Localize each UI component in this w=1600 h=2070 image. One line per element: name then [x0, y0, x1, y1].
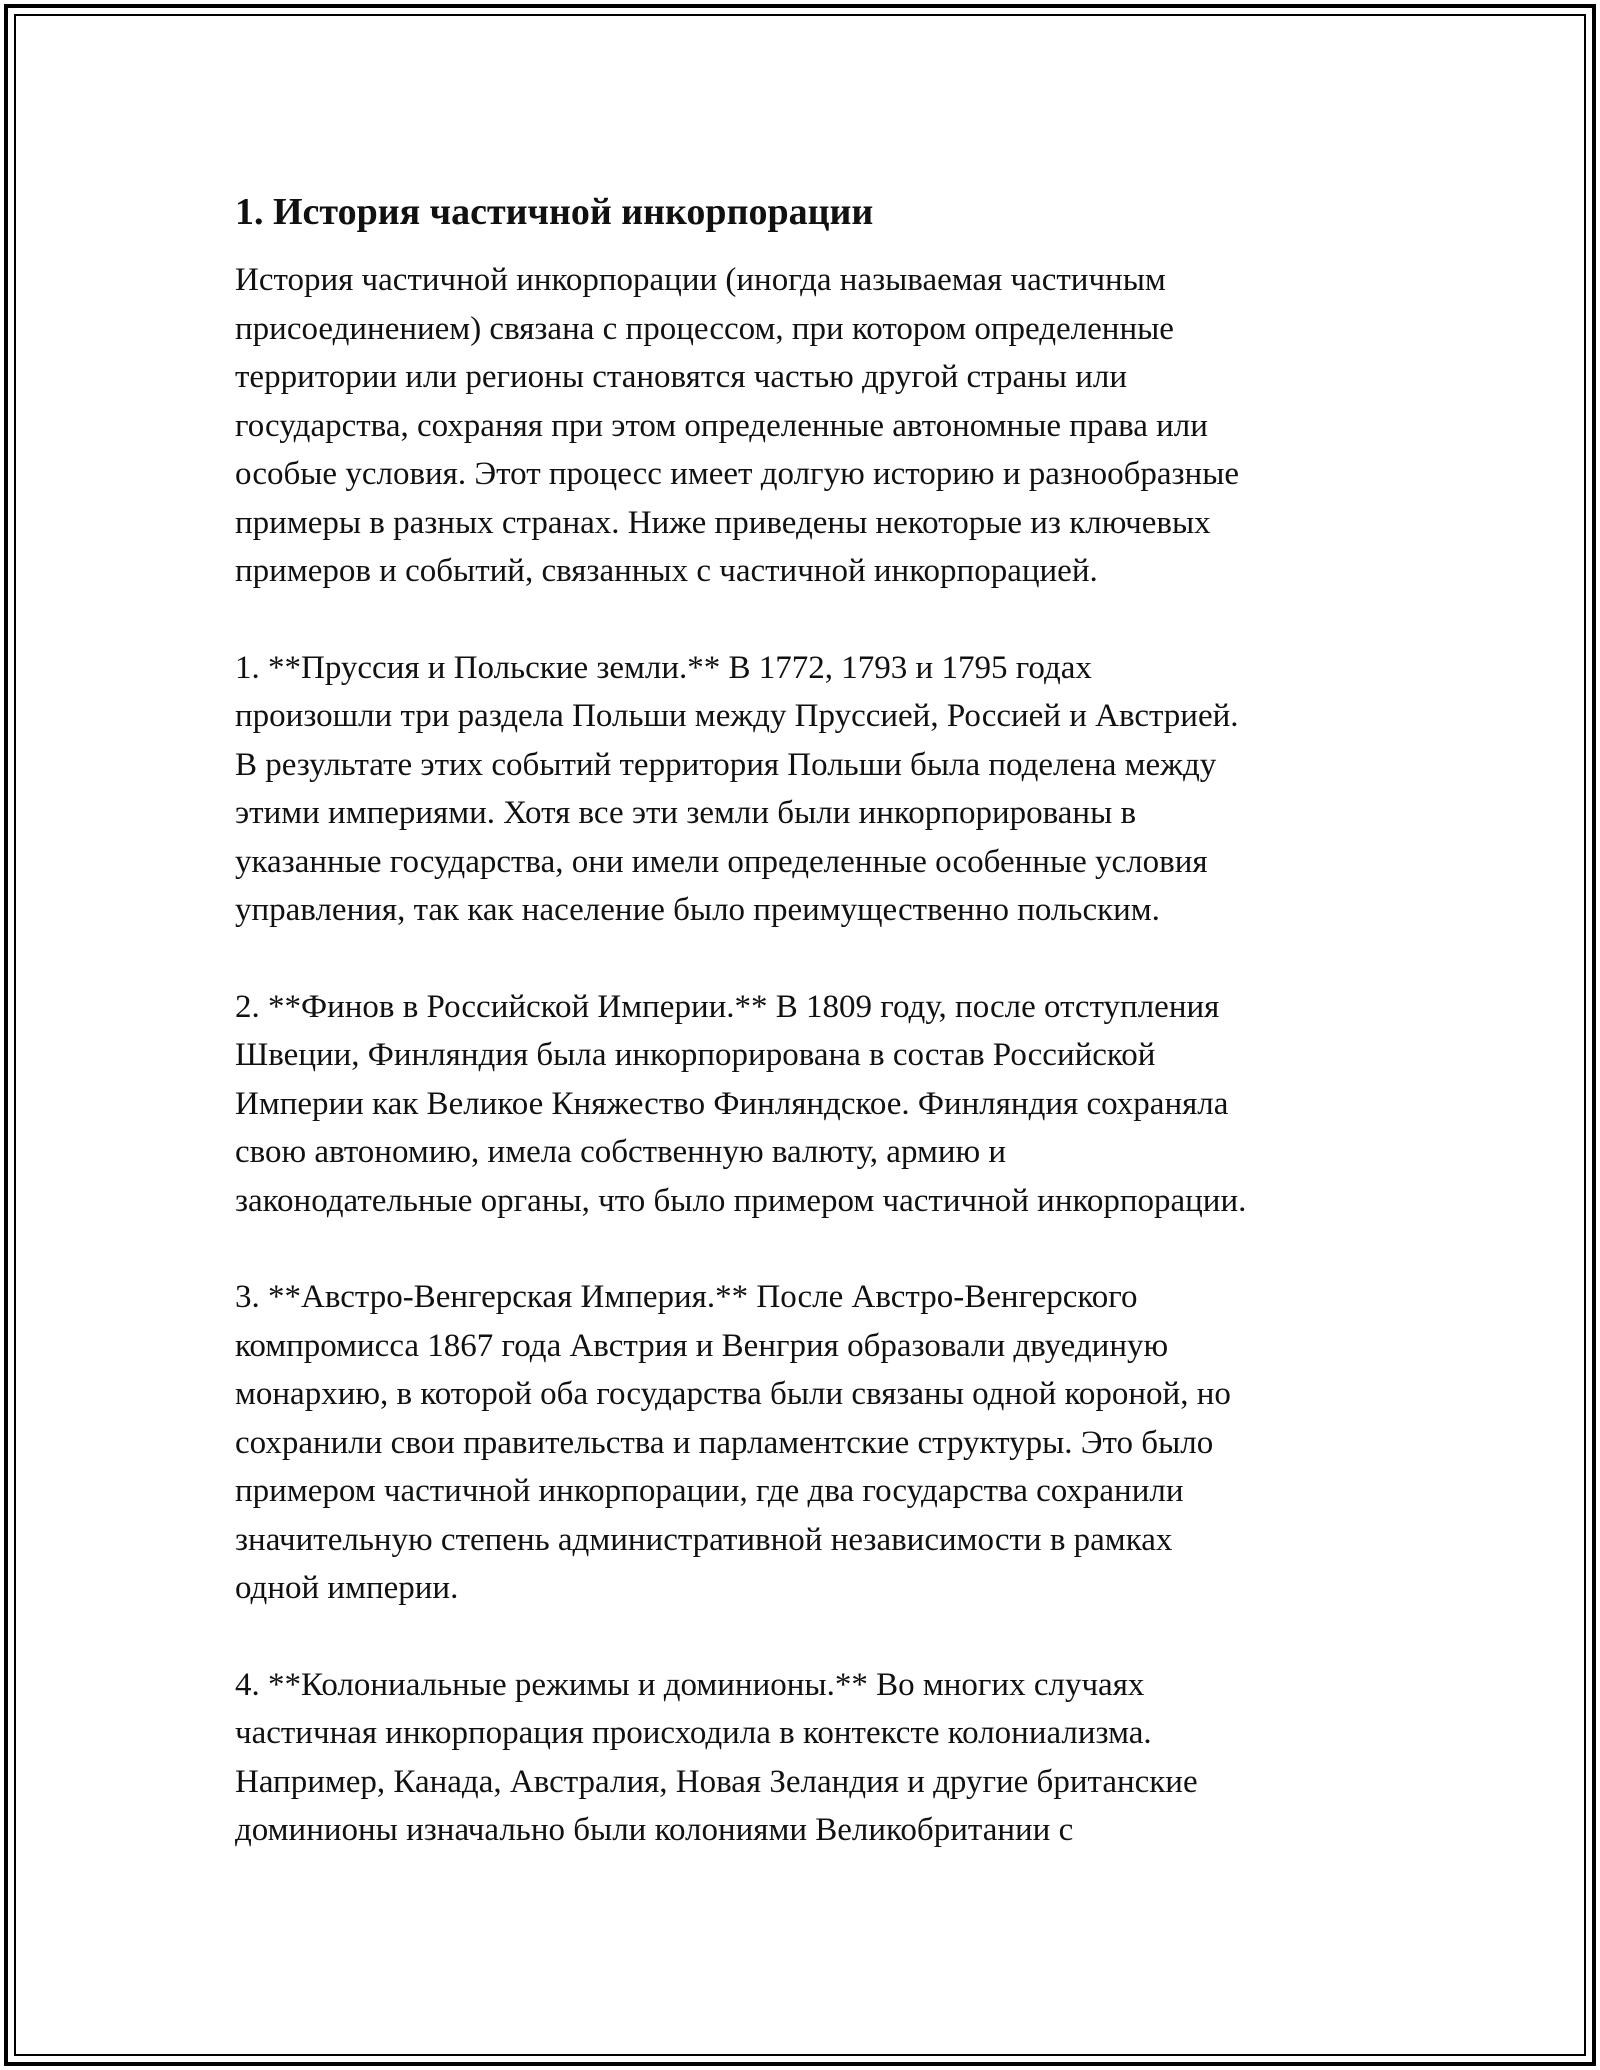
text-line: этими империями. Хотя все эти земли были инкорпорированы в [235, 795, 1137, 831]
text-line: примеров и событий, связанных с частичной инкорпорацией. [235, 553, 1098, 589]
document-body [235, 186, 1415, 1903]
paragraph-prussia [235, 644, 1415, 935]
text-line: указанные государства, они имели определенные особенные условия [235, 843, 1208, 880]
text-line: монархию, в которой оба государства были связаны одной короной, но [235, 1376, 1231, 1412]
paragraph-finland [235, 983, 1415, 1226]
paragraph-austria-hungary [235, 1273, 1415, 1613]
text-line: Швеции, Финляндия была инкорпорирована в состав Российской [235, 1037, 1156, 1073]
text-line: В результате этих событий территория Польши была поделена между [235, 746, 1217, 783]
text-line: государства, сохраняя при этом определенные автономные права или [235, 407, 1208, 444]
text-line: 4. **Колониальные режимы и доминионы.** Во многих случаях [235, 1666, 1145, 1703]
text-line: Империи как Великое Княжество Финляндское. Финляндия сохраняла [235, 1085, 1229, 1122]
text-line: законодательные органы, что было примером частичной инкорпорации. [235, 1182, 1247, 1219]
text-line: сохранили свои правительства и парламентские структуры. Это было [235, 1424, 1214, 1461]
text-line: доминионы изначально были колониями Великобритании с [235, 1812, 1074, 1848]
paragraph-intro [235, 256, 1415, 596]
text-line: присоединением) связана с процессом, при котором определенные [235, 310, 1174, 347]
text-line: Например, Канада, Австралия, Новая Зеландия и другие британские [235, 1763, 1198, 1800]
text-line: 3. **Австро-Венгерская Империя.** После Австро-Венгерского [235, 1279, 1138, 1315]
text-line: примеры в разных странах. Ниже приведены некоторые из ключевых [235, 504, 1211, 541]
text-line: территории или регионы становятся частью другой страны или [235, 359, 1127, 395]
text-line: значительную степень административной независимости в рамках [235, 1521, 1173, 1558]
text-line: свою автономию, имела собственную валюту, армию и [235, 1134, 1007, 1170]
text-line: частичная инкорпорация происходила в контексте колониализма. [235, 1715, 1152, 1751]
text-line: произошли три раздела Польши между Пруссией, Россией и Австрией. [235, 698, 1239, 734]
text-line: особые условия. Этот процесс имеет долгую историю и разнообразные [235, 456, 1240, 492]
text-line: компромисса 1867 года Австрия и Венгрия образовали двуединую [235, 1327, 1169, 1364]
text-line: 1. **Пруссия и Польские земли.** В 1772, 1793 и 1795 годах [235, 649, 1092, 686]
text-line: История частичной инкорпорации (иногда называемая частичным [235, 262, 1166, 298]
text-line: 2. **Финов в Российской Империи.** В 1809 году, после отступления [235, 988, 1220, 1025]
text-line: примером частичной инкорпорации, где два государства сохранили [235, 1473, 1184, 1509]
text-line: одной империи. [235, 1570, 459, 1606]
text-line: управления, так как население было преимущественно польским. [235, 892, 1160, 928]
section-heading: 1. История частичной инкорпорации [235, 191, 874, 233]
paragraph-colonial [235, 1661, 1415, 1855]
